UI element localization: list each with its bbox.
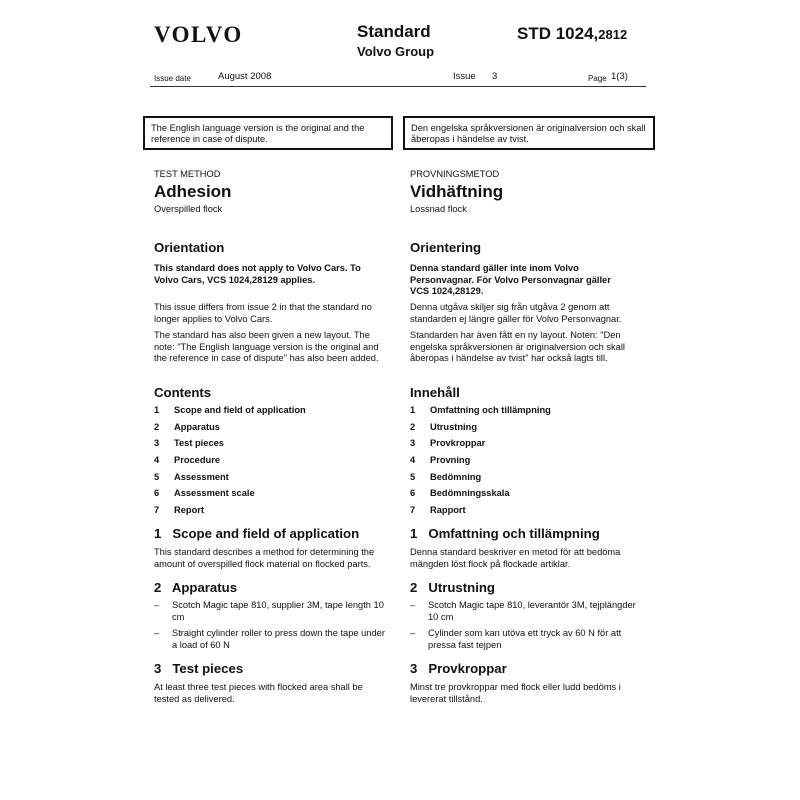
contents-number: 7 (154, 505, 160, 516)
method-label: PROVNINGSMETOD (410, 169, 500, 179)
contents-number: 1 (410, 405, 416, 415)
contents-item (410, 455, 642, 472)
contents-number: 6 (410, 488, 416, 499)
contents-number: 7 (410, 505, 416, 516)
contents-number: 1 (154, 405, 160, 415)
apparatus-list (410, 600, 642, 651)
contents-text: Test pieces (174, 438, 224, 449)
contents-text: Bedömning (430, 471, 482, 482)
contents-number: 4 (410, 455, 416, 466)
contents-heading: Contents (154, 385, 212, 400)
contents-item (410, 422, 642, 439)
section-1-heading: 1 Scope and field of application (154, 526, 360, 541)
standard-code: STD 1024, (517, 24, 599, 43)
contents-text: Scope and field of application (174, 405, 306, 415)
header-rule (150, 86, 646, 87)
orientation-paragraph: This issue differs from issue 2 in that the standard no longer applies to Volvo Cars. (154, 302, 372, 324)
orientation-paragraph: Standarden har även fått en ny layout. Noten: "Den engelska språkversionen är originalversion och skall åberopas i händelse av tvist" har också lagts till. (410, 330, 625, 363)
contents-item (410, 488, 642, 505)
method-subtitle: Lossnad flock (410, 204, 467, 214)
contents-list (154, 405, 386, 522)
contents-text: Utrustning (430, 421, 477, 432)
issue-date-label: Issue date (154, 74, 191, 83)
contents-item (154, 455, 386, 472)
contents-text: Omfattning och tillämpning (430, 405, 551, 415)
method-title: Adhesion (154, 182, 232, 201)
contents-number: 3 (154, 438, 160, 449)
contents-number: 2 (154, 421, 160, 432)
organization: Volvo Group (357, 44, 435, 59)
list-text: Cylinder som kan utöva ett tryck av 60 N för att pressa fast tejpen (428, 628, 622, 650)
section-2-heading: 2 Apparatus (154, 580, 238, 595)
method-subtitle: Overspilled flock (154, 204, 223, 214)
page-number: 1(3) (611, 71, 628, 82)
issue-label: Issue (453, 71, 476, 82)
contents-list (410, 405, 642, 522)
section-1-text: Denna standard beskriver en metod för att bedöma mängden löst flock på flockade artiklar. (410, 547, 621, 569)
apparatus-list (154, 600, 386, 651)
list-dash: – (154, 628, 160, 638)
issue-date: August 2008 (218, 71, 272, 82)
contents-item (154, 438, 386, 455)
contents-item (154, 472, 386, 489)
section-3-text: At least three test pieces with flocked area shall be tested as delivered. (154, 682, 363, 704)
section-1-text: This standard describes a method for determining the amount of overspilled flock material on flocked parts. (154, 547, 375, 569)
method-label: TEST METHOD (154, 169, 221, 179)
standard-code-suffix: 2812 (598, 27, 628, 42)
contents-item (410, 472, 642, 489)
list-dash: – (410, 628, 416, 638)
list-item (410, 628, 642, 651)
contents-item (154, 505, 386, 522)
contents-text: Assessment (174, 471, 229, 482)
contents-text: Bedömningsskala (430, 488, 510, 499)
section-2-heading: 2 Utrustning (410, 580, 495, 595)
page-label: Page (588, 74, 607, 83)
document-type: Standard (357, 22, 431, 41)
orientation-note: Denna standard gäller inte inom Volvo Personvagnar. För Volvo Personvagnar gäller VCS 1024,28129. (410, 263, 611, 296)
contents-number: 6 (154, 488, 160, 499)
orientation-paragraph: Denna utgåva skiljer sig från utgåva 2 genom att standarden ej längre gäller för Volvo Personvagnar. (410, 302, 622, 324)
volvo-logo: VOLVO (154, 22, 243, 47)
orientation-note: This standard does not apply to Volvo Cars. To Volvo Cars, VCS 1024,28129 applies. (154, 263, 361, 285)
contents-text: Apparatus (174, 421, 220, 432)
section-3-heading: 3 Test pieces (154, 661, 244, 676)
list-text: Scotch Magic tape 810, leverantör 3M, tejplängder 10 cm (428, 600, 636, 622)
contents-number: 5 (154, 471, 160, 482)
contents-text: Procedure (174, 455, 220, 466)
contents-number: 4 (154, 455, 160, 466)
contents-item (154, 405, 386, 422)
contents-text: Rapport (430, 505, 466, 516)
section-1-heading: 1 Omfattning och tillämpning (410, 526, 600, 541)
contents-text: Report (174, 505, 204, 516)
list-item (154, 600, 386, 623)
contents-number: 3 (410, 438, 416, 449)
contents-item (410, 438, 642, 455)
contents-item (410, 405, 642, 422)
list-dash: – (154, 600, 160, 610)
list-item (410, 600, 642, 623)
contents-item (154, 422, 386, 439)
orientation-paragraph: The standard has also been given a new layout. The note: "The English language version is the original and the reference in case of dispute" has also been added. (154, 330, 379, 363)
list-text: Scotch Magic tape 810, supplier 3M, tape length 10 cm (172, 600, 384, 622)
notice-box-en: The English language version is the original and the reference in case of dispute. (143, 116, 393, 150)
notice-box-sv: Den engelska språkversionen är originalversion och skall åberopas i händelse av tvist. (403, 116, 655, 150)
contents-text: Assessment scale (174, 488, 255, 499)
contents-item (154, 488, 386, 505)
standard-number (517, 24, 627, 44)
contents-number: 2 (410, 421, 416, 432)
section-3-text: Minst tre provkroppar med flock eller ludd bedöms i levererat tillstånd. (410, 682, 621, 704)
method-title: Vidhäftning (410, 182, 504, 201)
orientation-heading: Orientation (154, 240, 225, 255)
contents-text: Provkroppar (430, 438, 486, 449)
list-item (154, 628, 386, 651)
contents-text: Provning (430, 455, 471, 466)
contents-heading: Innehåll (410, 385, 460, 400)
list-dash: – (410, 600, 416, 610)
section-3-heading: 3 Provkroppar (410, 661, 507, 676)
orientation-heading: Orientering (410, 240, 482, 255)
list-text: Straight cylinder roller to press down the tape under a load of 60 N (172, 628, 385, 650)
contents-item (410, 505, 642, 522)
issue-number: 3 (492, 71, 498, 82)
contents-number: 5 (410, 471, 416, 482)
